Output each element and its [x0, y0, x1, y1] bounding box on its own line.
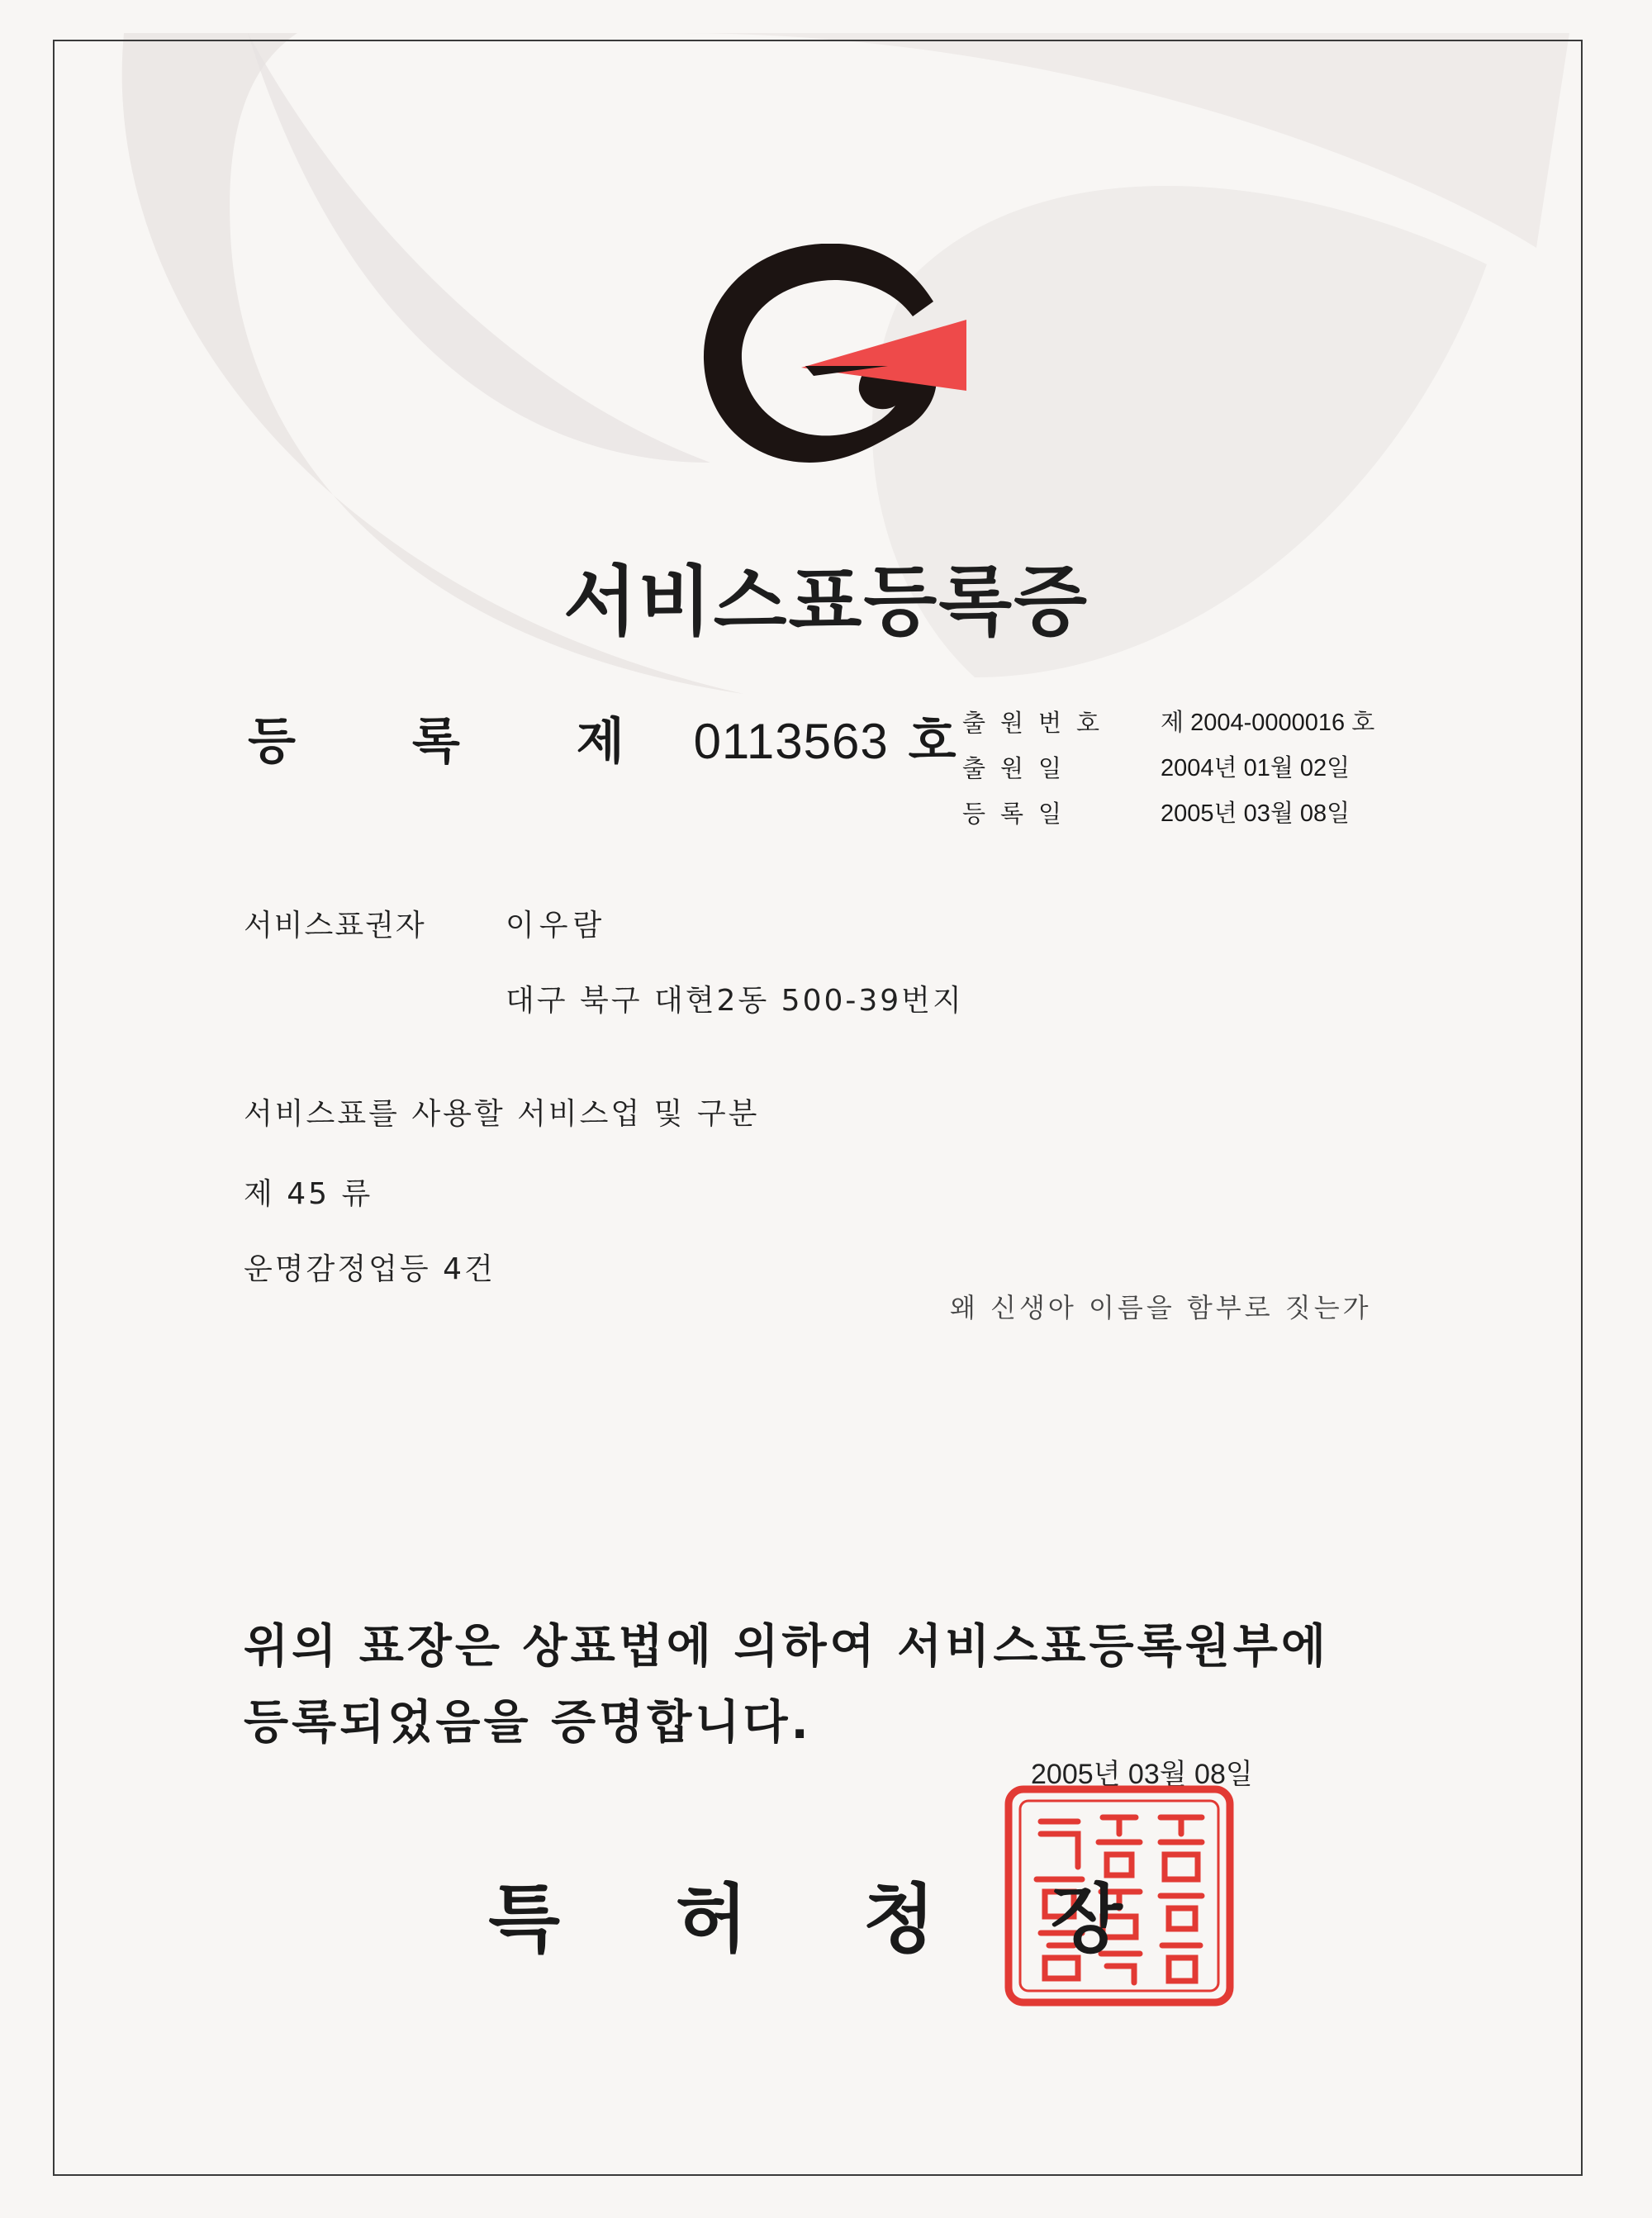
certificate-title: 서비스표등록증 — [563, 558, 1089, 646]
registration-label: 등 록 제 — [248, 713, 674, 771]
info-row-application-date — [962, 746, 1374, 791]
info-value: 2004년 01월 02일 — [1161, 755, 1351, 781]
info-value: 2005년 03월 08일 — [1161, 800, 1351, 827]
info-key: 출원번호 — [962, 709, 1115, 737]
issuer-title: 특허청장 — [488, 1876, 1238, 1963]
registration-suffix: 호 — [908, 713, 959, 771]
info-key: 등록일 — [962, 800, 1077, 828]
owner-label: 서비스표권자 — [244, 909, 426, 943]
services-heading: 서비스표를 사용할 서비스업 및 구분 — [244, 1097, 760, 1131]
owner-name: 이우람 — [506, 909, 607, 943]
statement-line-1: 위의 표장은 상표법에 의하여 서비스표등록원부에 — [244, 1620, 1330, 1674]
issue-date: 2005년 03월 08일 — [1031, 1759, 1253, 1790]
application-info-table — [962, 701, 1374, 837]
info-key: 출원일 — [962, 754, 1077, 782]
info-value: 제 2004-0000016 호 — [1161, 710, 1375, 736]
services-item: 운명감정업등 4건 — [244, 1252, 496, 1286]
owner-address: 대구 북구 대현2동 500-39번지 — [506, 984, 964, 1018]
statement-line-2: 등록되었음을 증명합니다. — [244, 1696, 812, 1750]
info-row-application-number — [962, 701, 1374, 746]
korean-government-emblem-icon — [694, 244, 975, 475]
services-class: 제 45 류 — [244, 1177, 373, 1211]
handwritten-note: 왜 신생아 이름을 함부로 짓는가 — [950, 1292, 1372, 1323]
registration-number-line — [248, 702, 959, 773]
registration-number: 0113563 — [693, 714, 889, 769]
certification-statement — [244, 1609, 1329, 1761]
info-row-registration-date — [962, 791, 1374, 837]
